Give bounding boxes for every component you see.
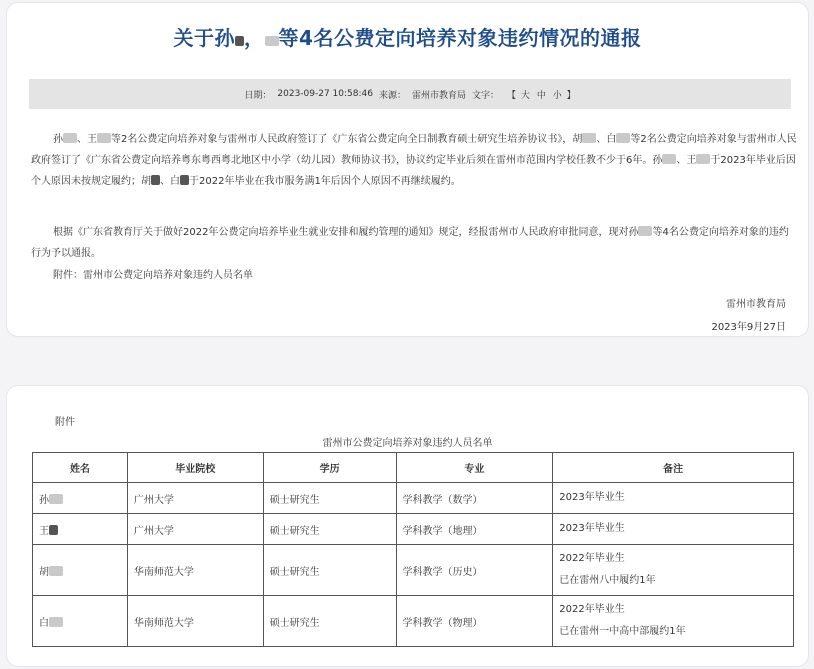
title-suffix: 等4名公费定向培养对象违约情况的通报 [278, 26, 642, 50]
p1-text-h: 、白 [160, 176, 180, 187]
redacted-name [97, 133, 111, 143]
source-label: 来源： [378, 90, 406, 101]
redacted-name [662, 154, 676, 164]
title-mid: ， [244, 26, 265, 50]
redacted-name [638, 226, 652, 236]
signature-date: 2023年9月27日 [711, 322, 786, 333]
redacted-name [151, 175, 160, 185]
header-note: 备注 [553, 453, 794, 483]
redacted-name [235, 36, 244, 46]
cell-school: 广州大学 [127, 483, 263, 514]
note-line-1: 2022年毕业生 [559, 604, 625, 615]
redacted-name [582, 133, 596, 143]
note-line-2: 已在雷州一中高中部履约1年 [559, 626, 686, 637]
redacted-name [49, 525, 58, 535]
cell-name [33, 483, 128, 514]
date-label: 日期： [244, 90, 272, 101]
attachment-line: 附件：雷州市公费定向培养对象违约人员名单 [53, 270, 253, 281]
cell-school: 华南师范大学 [127, 545, 263, 596]
header-name: 姓名 [33, 453, 128, 483]
name-text: 王 [39, 525, 49, 537]
cell-degree: 硕士研究生 [263, 545, 396, 596]
table-row [33, 545, 794, 596]
publish-date: 2023-09-27 10:58:46 [277, 89, 373, 99]
p1-text-i: 于2022年毕业在我市服务满1年后因个人原因不再继续履约。 [189, 176, 461, 187]
note-line-1: 2023年毕业生 [559, 523, 625, 534]
table-row [33, 483, 794, 514]
p2-text-b: 等4名公费定向培养对象的违约行为予以通报。 [31, 227, 789, 259]
cell-school: 广州大学 [127, 514, 263, 545]
note-line-2: 已在雷州八中履约1年 [559, 575, 656, 586]
redacted-name [49, 566, 63, 576]
redacted-name [49, 617, 63, 627]
p2-text-a: 根据《广东省教育厅关于做好2022年公费定向培养毕业生就业安排和履约管理的通知》规定，经报雷州市人民政府审批同意，现对孙 [53, 227, 639, 238]
note-line-1: 2023年毕业生 [559, 492, 625, 503]
cell-name [33, 514, 128, 545]
notice-card [6, 2, 809, 337]
cell-name [33, 545, 128, 596]
cell-note [553, 514, 794, 545]
redacted-name [616, 133, 630, 143]
table-row [33, 514, 794, 545]
violators-table [32, 452, 794, 647]
table-row [33, 596, 794, 647]
cell-name [33, 596, 128, 647]
bracket-close: 】 [566, 90, 576, 101]
cell-degree: 硕士研究生 [263, 514, 396, 545]
p1-text-d: 、白 [596, 134, 617, 145]
name-text: 白 [39, 617, 49, 629]
notice-paragraph-1 [31, 129, 797, 192]
cell-major: 学科教学（物理） [396, 596, 553, 647]
redacted-name [696, 154, 710, 164]
signature-org: 雷州市教育局 [726, 299, 786, 310]
p1-text-a: 孙 [53, 134, 63, 145]
redacted-name [265, 36, 279, 46]
header-major: 专业 [396, 453, 553, 483]
notice-paragraph-2 [31, 222, 797, 264]
font-size-large-link[interactable]: 大 [520, 90, 530, 101]
font-size-label: 文字： [472, 90, 500, 101]
bracket-open: 【 [507, 90, 517, 101]
name-text: 孙 [39, 494, 49, 506]
cell-degree: 硕士研究生 [263, 483, 396, 514]
meta-bar [29, 79, 791, 109]
redacted-name [180, 175, 189, 185]
cell-major: 学科教学（数学） [396, 483, 553, 514]
cell-major: 学科教学（地理） [396, 514, 553, 545]
p1-text-e: 等2名公费定向培养对象与雷州市人民政府签订了《广东省公费定向培养粤东粤西粤北地区中小学（幼儿园）教师协议书》，协议约定毕业后须在雷州市范围内学校任教不少于6年。孙 [31, 134, 797, 166]
font-size-switcher [507, 88, 576, 101]
redacted-name [63, 133, 77, 143]
cell-school: 华南师范大学 [127, 596, 263, 647]
cell-note [553, 483, 794, 514]
cell-note [553, 596, 794, 647]
cell-note [553, 545, 794, 596]
cell-degree: 硕士研究生 [263, 596, 396, 647]
p1-text-g: 于2023年毕业后因个人原因未按规定履约；胡 [31, 155, 796, 187]
source-value: 雷州市教育局 [412, 90, 467, 101]
cell-major: 学科教学（历史） [396, 545, 553, 596]
font-size-medium-link[interactable]: 中 [536, 90, 546, 101]
attachment-card [6, 385, 809, 667]
header-degree: 学历 [263, 453, 396, 483]
attachment-label: 附件 [55, 417, 75, 428]
name-text: 胡 [39, 566, 49, 578]
p1-text-b: 、王 [77, 134, 97, 145]
table-header-row [33, 453, 794, 483]
header-school: 毕业院校 [127, 453, 263, 483]
p1-text-f: 、王 [676, 155, 697, 166]
p1-text-c: 等2名公费定向培养对象与雷州市人民政府签订了《广东省公费定向全日制教育硕士研究生培养协议书》，胡 [111, 134, 583, 145]
font-size-small-link[interactable]: 小 [552, 90, 562, 101]
notice-title [7, 22, 808, 51]
title-prefix: 关于孙 [173, 26, 236, 50]
redacted-name [49, 494, 63, 504]
table-caption: 雷州市公费定向培养对象违约人员名单 [322, 438, 493, 449]
note-line-1: 2022年毕业生 [559, 553, 625, 564]
